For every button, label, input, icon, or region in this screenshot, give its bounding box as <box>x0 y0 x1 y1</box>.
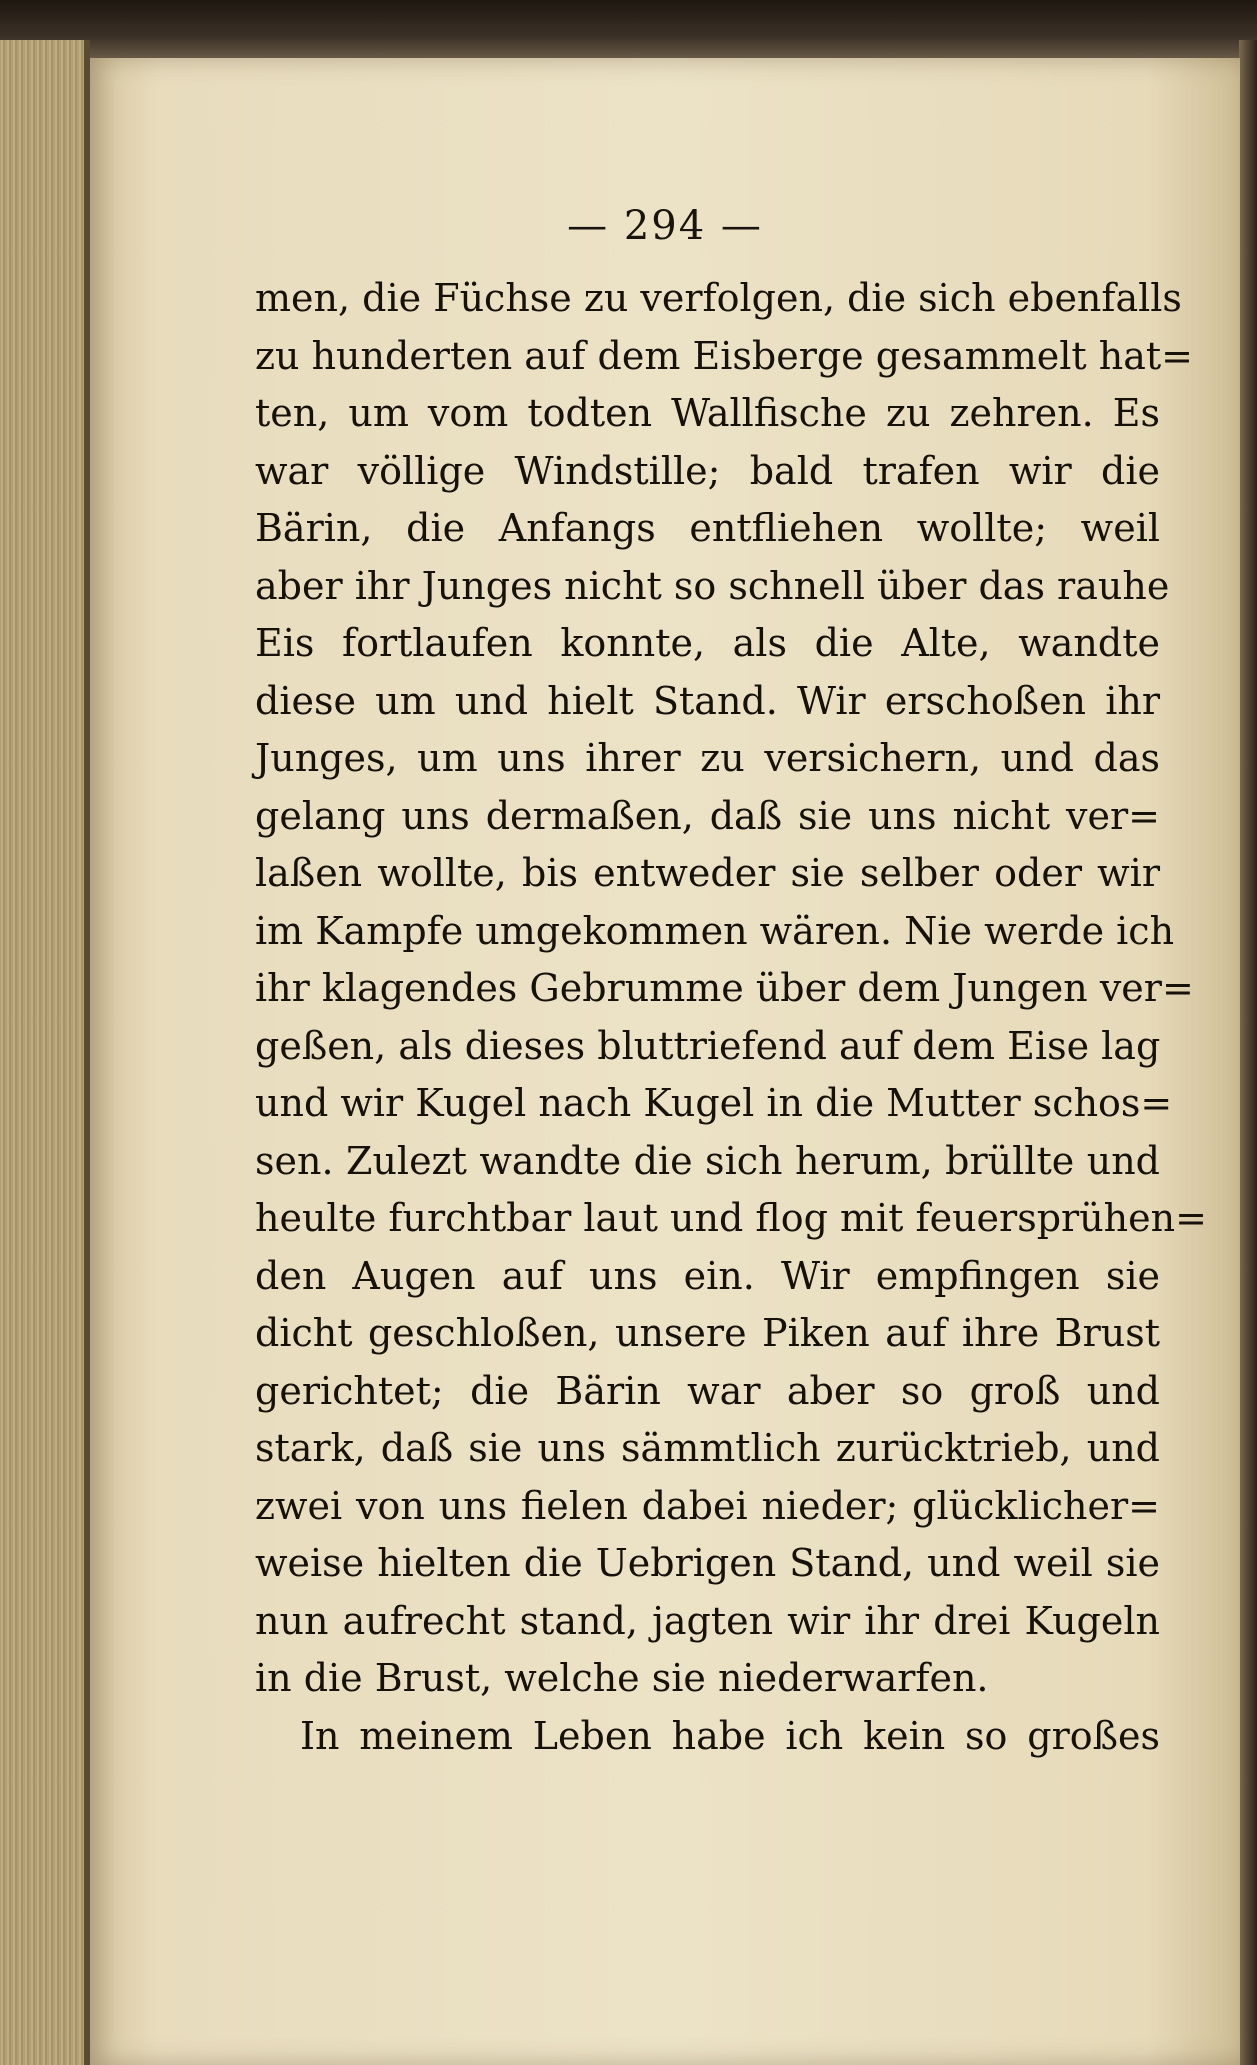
text-line: Junges, um uns ihrer zu versichern, und das <box>255 736 1160 780</box>
text-line: sen. Zulezt wandte die sich herum, brüllte und <box>255 1138 1160 1183</box>
page-number: — 294 — <box>567 203 763 249</box>
text-line: im Kampfe umgekommen wären. Nie werde ich <box>255 908 1175 953</box>
text-line: Eis fortlaufen konnte, als die Alte, wandte <box>255 621 1160 665</box>
text-line: ten, um vom todten Wallfische zu zehren. Es <box>255 391 1160 435</box>
text-line: diese um und hielt Stand. Wir erschoßen ihr <box>255 678 1160 723</box>
text-line: Bärin, die Anfangs entfliehen wollte; weil <box>255 506 1160 550</box>
text-line: aber ihr Junges nicht so schnell über das rauhe <box>255 563 1170 608</box>
text-line: den Augen auf uns ein. Wir empfingen sie <box>255 1253 1160 1298</box>
text-line-paragraph-end: in die Brust, welche sie niederwarfen. <box>255 1656 989 1700</box>
text-line: stark, daß sie uns sämmtlich zurücktrieb, und <box>255 1426 1160 1470</box>
text-line: geßen, als dieses bluttriefend auf dem Eise lag <box>255 1023 1161 1068</box>
text-line: ihr klagendes Gebrumme über dem Jungen ver= <box>255 966 1194 1010</box>
text-line: laßen wollte, bis entweder sie selber oder wir <box>255 851 1160 895</box>
text-line: war völlige Windstille; bald trafen wir die <box>255 448 1160 493</box>
text-line: zu hunderten auf dem Eisberge gesammelt hat= <box>255 333 1194 378</box>
page-text <box>255 270 1207 1765</box>
text-line: und wir Kugel nach Kugel in die Mutter schos= <box>255 1081 1173 1125</box>
text-line: heulte furchtbar laut und flog mit feuersprühen= <box>255 1196 1207 1240</box>
page-edge-right <box>1239 40 1257 2065</box>
text-line: gelang uns dermaßen, daß sie uns nicht ver= <box>255 793 1160 838</box>
book-cover-top <box>0 0 1257 60</box>
text-line: weise hielten die Uebrigen Stand, und weil sie <box>255 1541 1160 1585</box>
text-line: men, die Füchse zu verfolgen, die sich ebenfalls <box>255 276 1182 320</box>
text-line-paragraph-start: In meinem Leben habe ich kein so großes <box>300 1713 1160 1758</box>
text-line: zwei von uns fielen dabei nieder; glücklicher= <box>255 1483 1160 1528</box>
text-line: nun aufrecht stand, jagten wir ihr drei Kugeln <box>255 1598 1160 1643</box>
page-edges-left <box>0 40 90 2065</box>
text-line: dicht geschloßen, unsere Piken auf ihre Brust <box>255 1311 1160 1355</box>
text-line: gerichtet; die Bärin war aber so groß und <box>255 1368 1160 1413</box>
